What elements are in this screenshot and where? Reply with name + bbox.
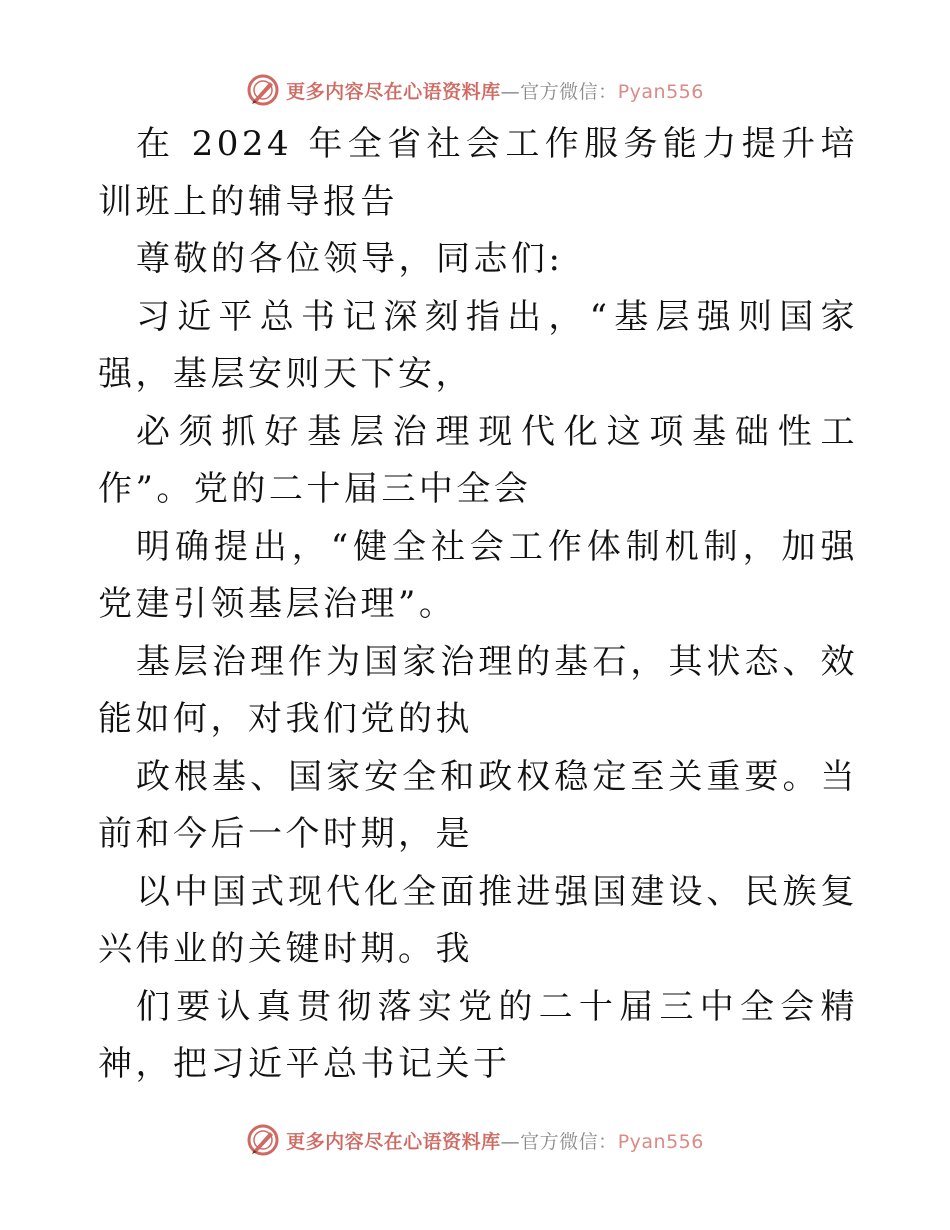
watermark-separator: — <box>500 80 521 103</box>
paragraph-line: 基层治理作为国家治理的基石，其状态、效能如 <box>98 641 858 739</box>
paragraph-line: 习近平总书记关于 <box>210 1044 511 1084</box>
paragraph <box>98 519 858 634</box>
pen-logo-icon <box>246 1123 280 1157</box>
watermark-text <box>286 1127 704 1154</box>
paragraph-line: 明确提出，“健全社会工作体制机制，加强党建 <box>98 526 858 624</box>
watermark-brand: 更多内容尽在心语资料库 <box>286 80 501 103</box>
paragraph <box>98 864 858 979</box>
paragraph-line: 的二十届三中全会 <box>231 469 532 509</box>
paragraph-line: 引领基层治理”。 <box>173 584 457 624</box>
document-title <box>98 116 858 231</box>
title-line-1: 在 2024 年全省社会工作服务能力提升培训班上 <box>98 124 858 222</box>
header-watermark <box>0 70 950 110</box>
paragraph <box>98 749 858 864</box>
watermark-wechat-label: 官方微信： <box>520 1130 618 1153</box>
document-body <box>98 116 858 1094</box>
paragraph-line: 习近平总书记深刻指出，“基层强则国家强，基 <box>98 296 858 394</box>
salutation-text: 尊敬的各位领导，同志们: <box>136 239 564 279</box>
paragraph-line: 政根基、国家安全和政权稳定至关重要。当前和 <box>98 756 858 854</box>
watermark-wechat-label: 官方微信： <box>520 80 618 103</box>
paragraph-line: 今后一个时期，是 <box>173 814 473 854</box>
paragraph-line: 必须抓好基层治理现代化这项基础性工作”。党 <box>98 411 858 509</box>
paragraph-line: 业的关键时期。我 <box>173 929 473 969</box>
watermark-wechat-id: Pyan556 <box>617 1130 704 1153</box>
paragraph-line: 何，对我们党的执 <box>173 699 473 739</box>
watermark-separator: — <box>500 1130 521 1153</box>
paragraph <box>98 404 858 519</box>
paragraph-line: 层安则天下安， <box>210 354 473 394</box>
paragraph <box>98 979 858 1094</box>
paragraph <box>98 289 858 404</box>
salutation <box>98 231 858 289</box>
watermark-text <box>286 77 704 104</box>
paragraph <box>98 634 858 749</box>
paragraph-line: 以中国式现代化全面推进强国建设、民族复兴伟 <box>98 871 858 969</box>
pen-logo-icon <box>246 73 280 107</box>
paragraph-line: 们要认真贯彻落实党的二十届三中全会精神，把 <box>98 986 858 1084</box>
watermark-wechat-id: Pyan556 <box>617 80 704 103</box>
footer-watermark <box>0 1120 950 1160</box>
watermark-brand: 更多内容尽在心语资料库 <box>286 1130 501 1153</box>
title-line-2: 的辅导报告 <box>210 181 398 222</box>
